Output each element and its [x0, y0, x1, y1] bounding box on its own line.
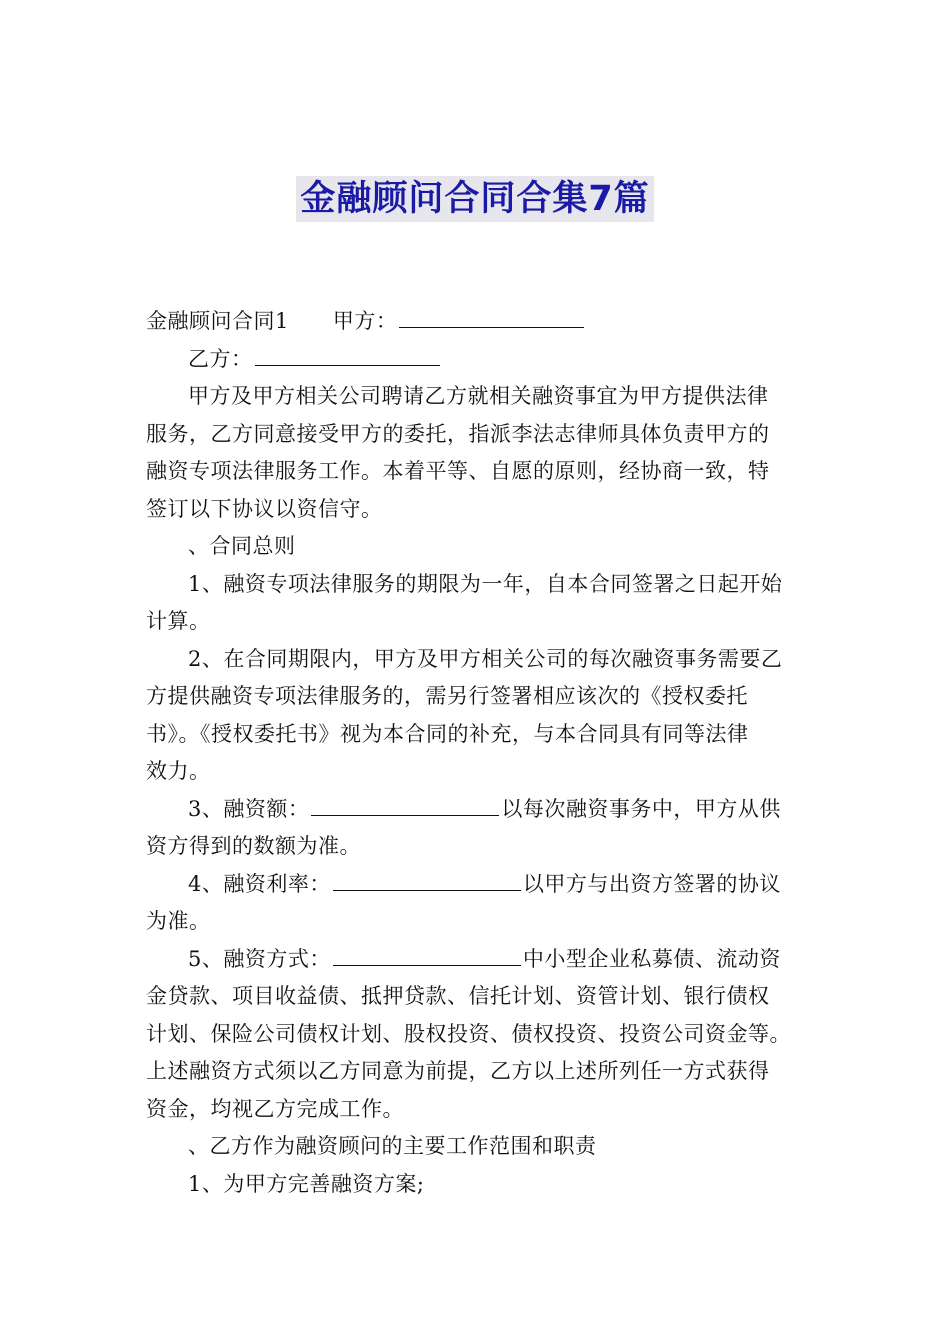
item-3-label: 3、融资额： — [188, 796, 310, 821]
intro-line-1: 甲方及甲方相关公司聘请乙方就相关融资事宜为甲方提供法律 — [188, 384, 769, 408]
intro-line-3: 融资专项法律服务工作。本着平等、自愿的原则，经协商一致，特 — [146, 459, 770, 483]
item-5-line-1 — [146, 941, 826, 979]
item-5-blank — [333, 943, 521, 966]
item-5-label: 5、融资方式： — [188, 946, 331, 971]
item-5-line-4: 上述融资方式须以乙方同意为前提，乙方以上述所列任一方式获得 — [146, 1059, 770, 1083]
item-4-line-1 — [146, 866, 826, 904]
item-2-line-3: 书》。《授权委托书》视为本合同的补充，与本合同具有同等法律 — [146, 721, 749, 746]
item-2-line-2: 方提供融资专项法律服务的，需另行签署相应该次的《授权委托 — [146, 684, 748, 708]
item-4-blank — [333, 868, 521, 891]
document-body — [146, 303, 826, 1203]
item-3-after: 以每次融资事务中，甲方从供 — [501, 796, 781, 821]
item-5-after: 中小型企业私募债、流动资 — [522, 946, 781, 971]
header-line — [146, 303, 826, 341]
document-title: 金融顾问合同合集7篇 — [296, 176, 653, 222]
item-5-line-2: 金贷款、项目收益债、抵押贷款、信托计划、资管计划、银行债权 — [146, 984, 770, 1008]
intro-line-2: 服务，乙方同意接受甲方的委托，指派李法志律师具体负责甲方的 — [146, 421, 770, 446]
party-b-blank — [255, 343, 440, 366]
item-5-line-5: 资金，均视乙方完成工作。 — [146, 1096, 404, 1121]
item-2-line-4: 效力。 — [146, 759, 211, 783]
party-b-line — [146, 341, 826, 379]
item-3-line-1 — [146, 791, 826, 829]
item-5-line-3: 计划、保险公司债权计划、股权投资、债权投资、投资公司资金等。 — [146, 1021, 791, 1046]
party-b-label: 乙方： — [188, 346, 253, 371]
item-3-line-2: 资方得到的数额为准。 — [146, 834, 361, 858]
item-3-blank — [311, 793, 499, 816]
duty-item-1: 1、为甲方完善融资方案; — [188, 1171, 425, 1196]
item-4-label: 4、融资利率： — [188, 871, 331, 896]
item-4-after: 以甲方与出资方签署的协议 — [522, 871, 781, 896]
title-wrap — [0, 176, 950, 222]
item-1-line-1: 1、融资专项法律服务的期限为一年，自本合同签署之日起开始 — [188, 571, 783, 596]
item-1-line-2: 计算。 — [146, 609, 211, 633]
intro-line-4: 签订以下协议以资信守。 — [146, 496, 383, 521]
item-4-line-2: 为准。 — [146, 909, 211, 933]
party-a-blank — [399, 305, 584, 328]
item-2-line-1: 2、在合同期限内，甲方及甲方相关公司的每次融资事务需要乙 — [188, 646, 783, 671]
party-a-label: 甲方： — [332, 309, 398, 333]
doc-label: 金融顾问合同1 — [146, 309, 289, 333]
section-heading-duties: 、乙方作为融资顾问的主要工作范围和职责 — [188, 1134, 597, 1158]
section-heading-general: 、合同总则 — [188, 534, 296, 558]
